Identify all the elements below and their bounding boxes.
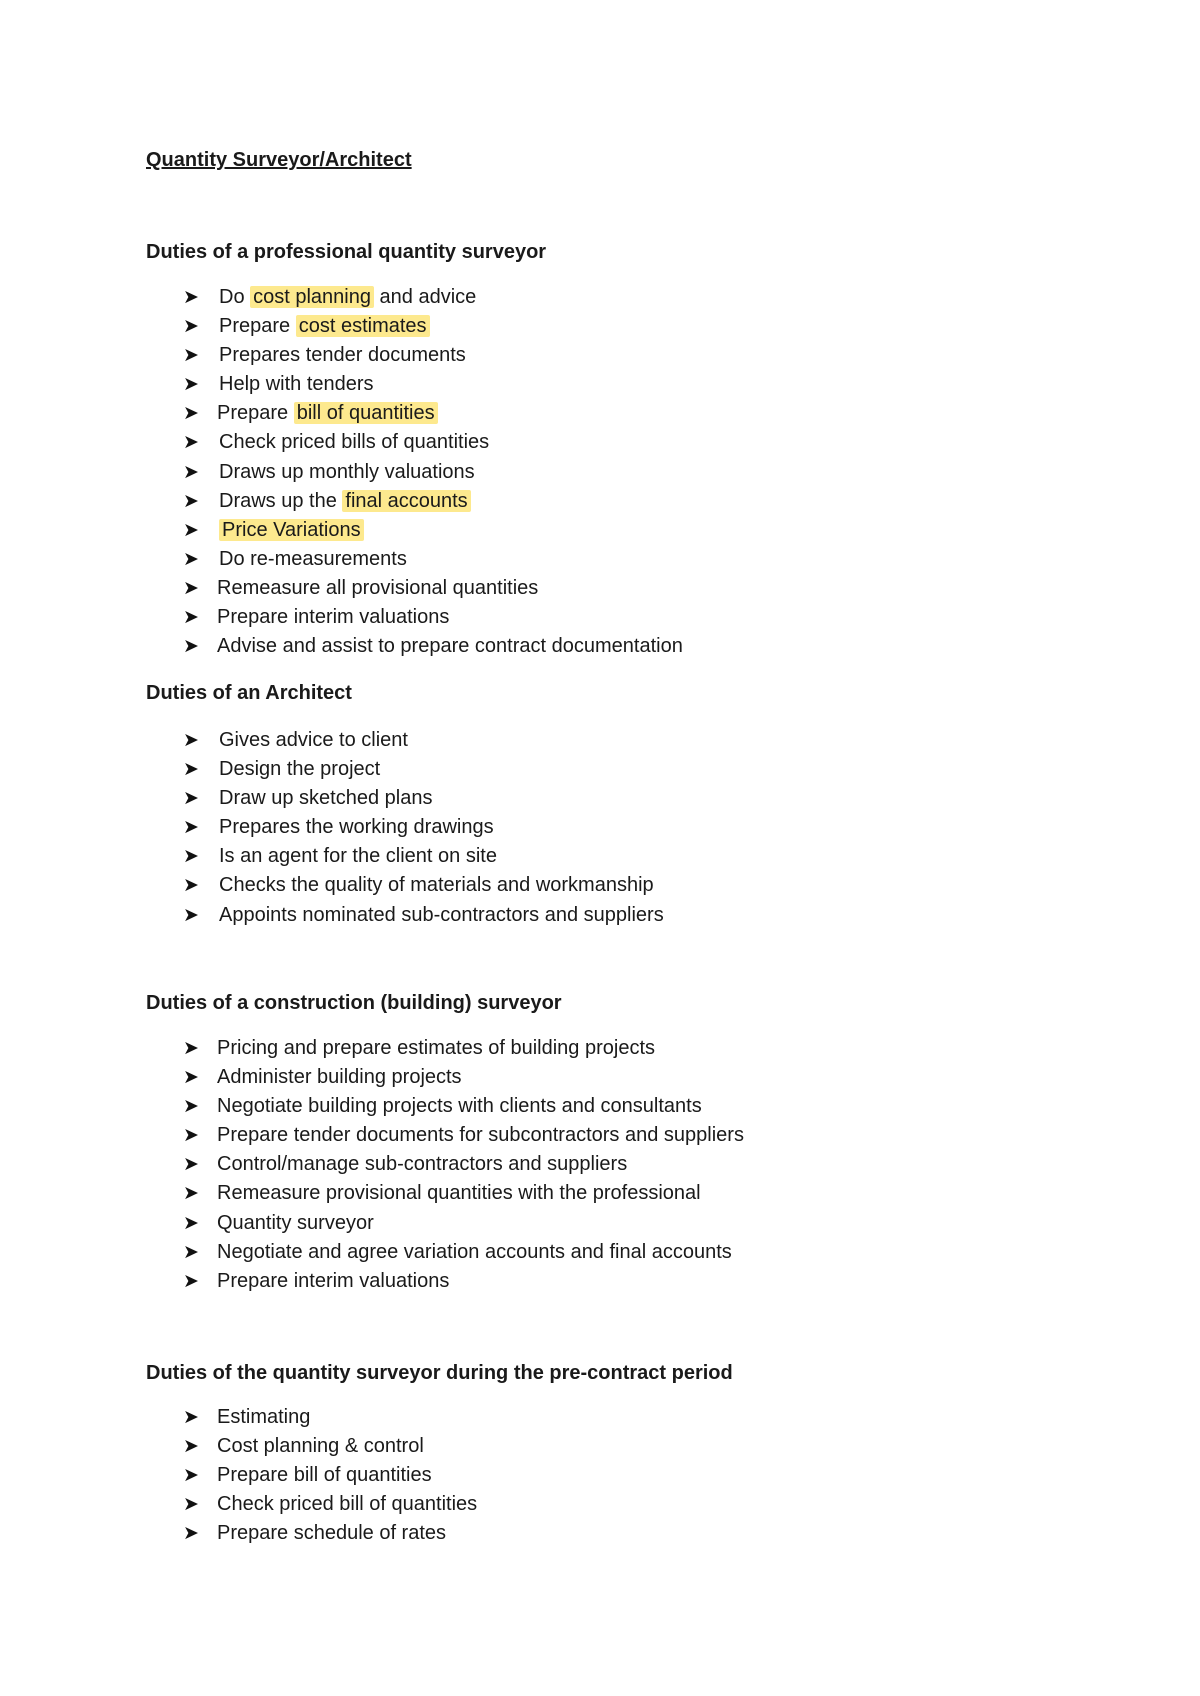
list-item-text: [219, 312, 430, 341]
highlighted-text: Price Variations: [219, 519, 364, 541]
highlighted-text: cost planning: [250, 286, 374, 308]
list-item-text: [217, 1121, 744, 1150]
text-segment: Draw up sketched plans: [219, 787, 433, 810]
arrowhead-bullet-icon: ➤: [183, 759, 199, 781]
list-item-text: [217, 1063, 462, 1092]
text-segment: Prepare interim valuations: [217, 1269, 450, 1292]
arrowhead-bullet-icon: ➤: [183, 1125, 199, 1147]
list-item-text: [217, 1034, 655, 1063]
arrowhead-bullet-icon: ➤: [183, 287, 199, 308]
list-item-text: [219, 370, 374, 399]
list-item-text: [219, 842, 497, 871]
list-item-text: [217, 1519, 446, 1548]
arrowhead-bullet-icon: ➤: [183, 577, 199, 599]
arrowhead-bullet-icon: ➤: [183, 1096, 199, 1118]
text-segment: Administer building projects: [217, 1066, 462, 1089]
text-segment: Advise and assist to prepare contract documentation: [217, 635, 683, 658]
text-segment: Estimating: [217, 1406, 311, 1428]
arrowhead-bullet-icon: ➤: [183, 730, 199, 751]
list-item-text: [219, 784, 432, 813]
list-item-text: [217, 1403, 310, 1432]
list-item-text: [219, 726, 408, 755]
arrowhead-bullet-icon: ➤: [183, 1523, 199, 1545]
text-segment: Check priced bill of quantities: [217, 1493, 478, 1516]
list-item-text: [217, 1150, 627, 1179]
list-item-text: [217, 1209, 374, 1238]
text-segment: Is an agent for the client on site: [219, 845, 497, 868]
list-item-text: [217, 1092, 702, 1121]
text-segment: Quantity surveyor: [217, 1211, 374, 1234]
text-segment: Prepare: [219, 315, 296, 338]
arrowhead-bullet-icon: ➤: [183, 1241, 199, 1263]
text-segment: Do re-measurements: [219, 547, 407, 570]
list-item-text: [219, 458, 475, 487]
list-item-text: [219, 283, 476, 312]
text-segment: Pricing and prepare estimates of building projects: [217, 1037, 656, 1059]
list-item-text: [217, 1179, 701, 1208]
text-segment: Help with tenders: [219, 373, 374, 396]
list-item-text: [219, 901, 664, 930]
arrowhead-bullet-icon: ➤: [183, 1436, 199, 1458]
arrowhead-bullet-icon: ➤: [183, 904, 199, 926]
list-item-text: [217, 603, 449, 632]
arrowhead-bullet-icon: ➤: [183, 1407, 199, 1428]
arrowhead-bullet-icon: ➤: [183, 374, 199, 396]
text-segment: Control/manage sub-contractors and suppliers: [217, 1153, 628, 1176]
arrowhead-bullet-icon: ➤: [183, 817, 199, 839]
text-segment: Prepares tender documents: [219, 344, 466, 367]
list-item-text: [219, 428, 489, 457]
arrowhead-bullet-icon: ➤: [183, 403, 199, 425]
list-item-text: [217, 399, 438, 428]
arrowhead-bullet-icon: ➤: [183, 1465, 199, 1487]
text-segment: Remeasure provisional quantities with the professional: [217, 1182, 701, 1205]
list-item-text: [219, 871, 654, 900]
section-heading: Duties of a construction (building) surveyor: [146, 992, 562, 1014]
section-heading: Duties of a professional quantity surveyor: [146, 241, 547, 263]
text-segment: Prepare: [217, 402, 294, 425]
list-item-text: [219, 813, 494, 842]
arrowhead-bullet-icon: ➤: [183, 1154, 199, 1176]
text-segment: Prepare interim valuations: [217, 606, 450, 629]
document-title: Quantity Surveyor/Architect: [146, 149, 412, 171]
arrowhead-bullet-icon: ➤: [183, 846, 199, 868]
section-heading: Duties of the quantity surveyor during the pre-contract period: [146, 1362, 733, 1384]
text-segment: Design the project: [219, 758, 381, 781]
text-segment: Checks the quality of materials and workmanship: [219, 874, 654, 897]
list-item-text: [217, 1432, 424, 1461]
arrowhead-bullet-icon: ➤: [183, 1067, 199, 1089]
text-segment: Remeasure all provisional quantities: [217, 576, 539, 599]
text-segment: Prepare bill of quantities: [217, 1464, 432, 1487]
text-segment: Prepares the working drawings: [219, 816, 494, 839]
arrowhead-bullet-icon: ➤: [183, 519, 199, 541]
text-segment: Appoints nominated sub-contractors and suppliers: [219, 903, 664, 926]
highlighted-text: final accounts: [342, 490, 470, 512]
arrowhead-bullet-icon: ➤: [183, 548, 199, 570]
arrowhead-bullet-icon: ➤: [183, 788, 199, 810]
arrowhead-bullet-icon: ➤: [183, 607, 199, 629]
arrowhead-bullet-icon: ➤: [183, 432, 199, 454]
list-item-text: [217, 1490, 477, 1519]
arrowhead-bullet-icon: ➤: [183, 1494, 199, 1516]
list-item-text: [217, 1461, 432, 1490]
list-item-text: [219, 516, 364, 545]
text-segment: Prepare tender documents for subcontractors and suppliers: [217, 1124, 744, 1147]
arrowhead-bullet-icon: ➤: [183, 1212, 199, 1234]
text-segment: Do: [219, 286, 251, 308]
text-segment: Check priced bills of quantities: [219, 431, 490, 454]
highlighted-text: cost estimates: [296, 315, 430, 337]
text-segment: Negotiate building projects with clients and consultants: [217, 1095, 702, 1118]
arrowhead-bullet-icon: ➤: [183, 345, 199, 367]
text-segment: Prepare schedule of rates: [217, 1522, 447, 1545]
list-item-text: [219, 487, 471, 516]
section-heading: Duties of an Architect: [146, 682, 352, 704]
text-segment: and advice: [374, 286, 477, 308]
arrowhead-bullet-icon: ➤: [183, 875, 199, 897]
text-segment: Gives advice to client: [219, 729, 408, 751]
arrowhead-bullet-icon: ➤: [183, 1183, 199, 1205]
arrowhead-bullet-icon: ➤: [183, 1270, 199, 1292]
list-item-text: [217, 1238, 732, 1267]
highlighted-text: bill of quantities: [294, 402, 438, 424]
text-segment: Draws up monthly valuations: [219, 460, 475, 483]
text-segment: Draws up the: [219, 489, 343, 512]
list-item-text: [219, 755, 380, 784]
text-segment: Cost planning & control: [217, 1435, 424, 1458]
list-item-text: [219, 545, 407, 574]
list-item-text: [217, 574, 538, 603]
arrowhead-bullet-icon: ➤: [183, 461, 199, 483]
list-item-text: [217, 1267, 449, 1296]
list-item-text: [219, 341, 466, 370]
text-segment: Negotiate and agree variation accounts and final accounts: [217, 1240, 732, 1263]
arrowhead-bullet-icon: ➤: [183, 636, 199, 658]
arrowhead-bullet-icon: ➤: [183, 490, 199, 512]
arrowhead-bullet-icon: ➤: [183, 316, 199, 338]
arrowhead-bullet-icon: ➤: [183, 1038, 199, 1059]
list-item-text: [217, 632, 683, 661]
